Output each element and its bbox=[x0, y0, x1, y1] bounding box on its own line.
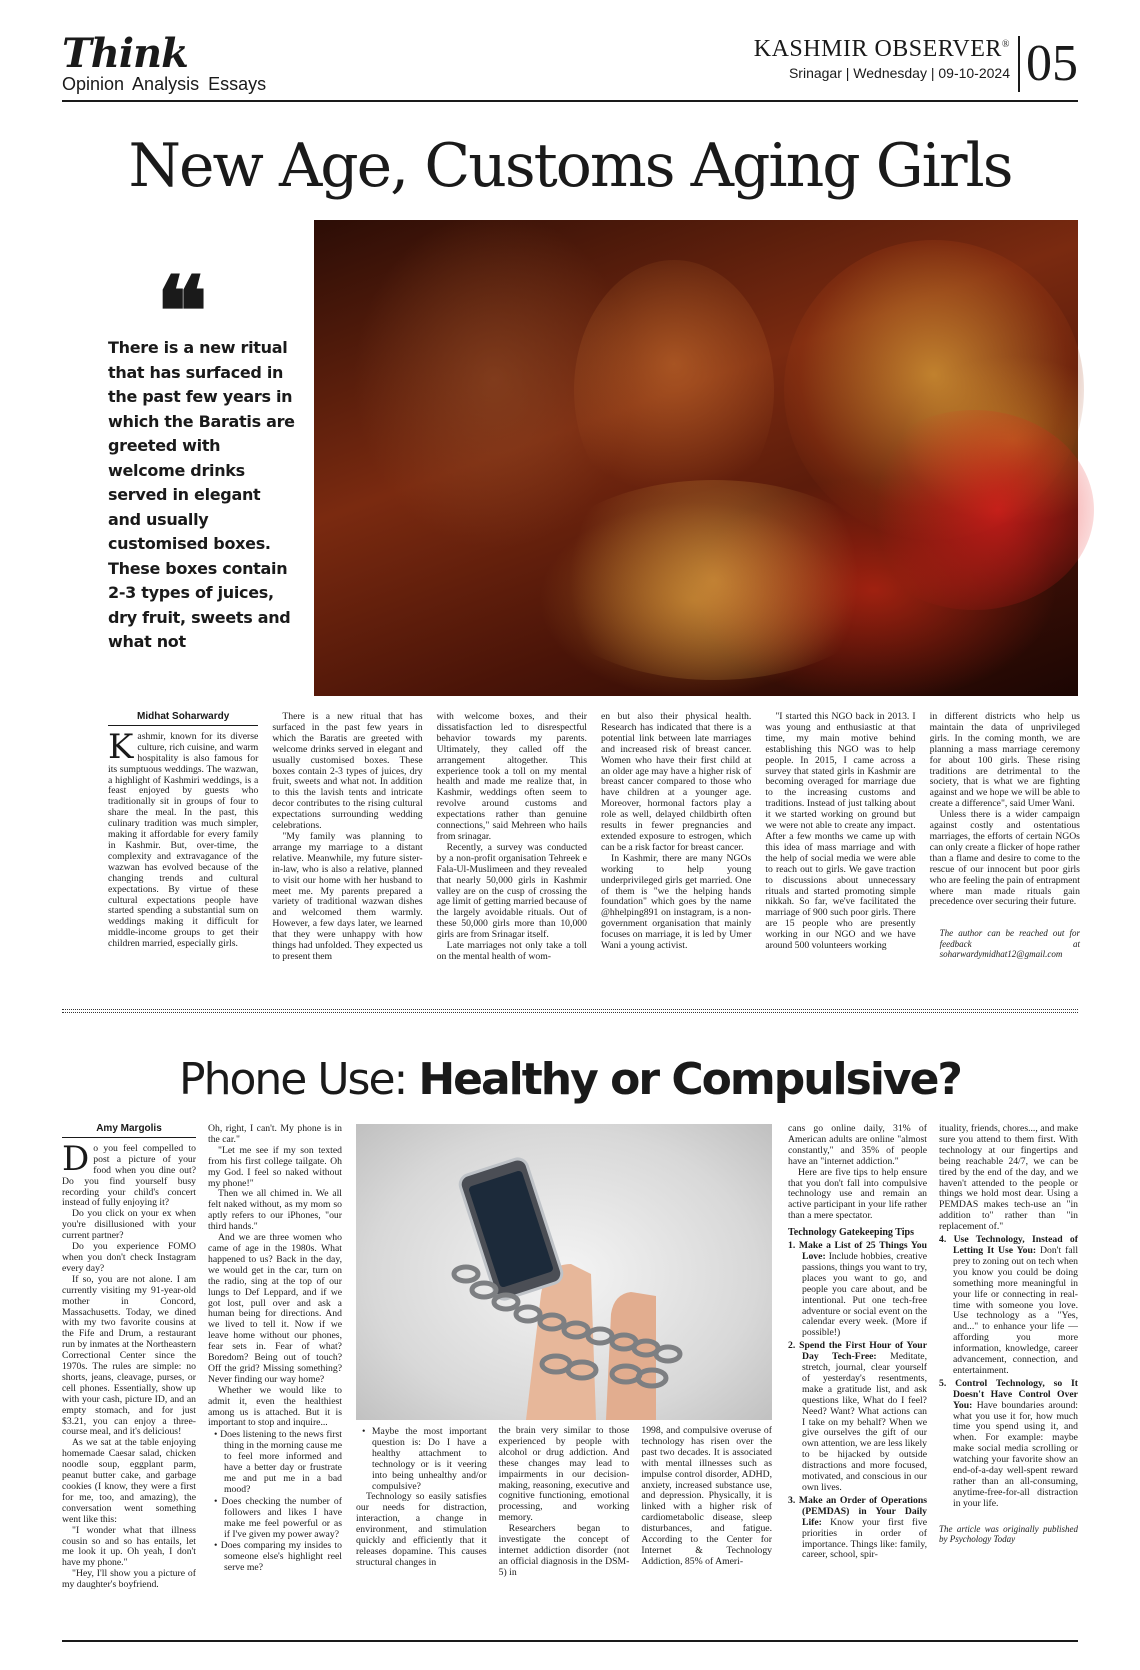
paragraph: Do you experience FOMO when you don't check Instagram every day? bbox=[62, 1241, 196, 1274]
paragraph: "I wonder what that illness cousin so and so has entails, let me look it up. Oh yeah, I don't have my phone." bbox=[62, 1524, 196, 1569]
article-column bbox=[108, 712, 258, 980]
bullet-item bbox=[208, 1497, 342, 1541]
bullet-icon: • bbox=[214, 1540, 218, 1552]
article-column bbox=[939, 1124, 1078, 1574]
photo-hands bbox=[534, 480, 894, 680]
tip-item bbox=[788, 1496, 927, 1561]
header-rule bbox=[62, 100, 1078, 102]
paragraph: Here are five tips to help ensure that you don't fall into compulsive technology use and remain an active participant in your life rather than a mere spectator. bbox=[788, 1166, 927, 1222]
article-body-story2-left bbox=[62, 1123, 343, 1591]
bullet-text: Does checking the number of followers and likes I have make me feel powerful or as if I've given my power away? bbox=[221, 1495, 343, 1540]
bullet-text: Does listening to the news first thing in the morning cause me to feel more informed and have a better day or frustrate me and put me in a bad mood? bbox=[220, 1429, 343, 1495]
tip-number: 3. bbox=[788, 1494, 796, 1506]
article-column bbox=[356, 1426, 487, 1576]
tips-heading: Technology Gatekeeping Tips bbox=[788, 1227, 914, 1239]
paragraph: Recently, a survey was conducted by a non-profit organisation Tehreek e Fala-Ul-Muslimeen and they revealed that nearly 50,000 girls in Kashmir valley are on the cusp of crossing the age limit of getting married because of the largely avoidable rituals. Out of these 50,000 girls more than 10,000 girls are from Srinagar itself. bbox=[436, 841, 587, 941]
chained-phone-illustration bbox=[356, 1124, 772, 1420]
author-note: The author can be reached out for feedback at soharwardymidhat12@gmail.com bbox=[939, 928, 1080, 960]
quote-icon: ❝ bbox=[156, 255, 208, 368]
headline-bold: Healthy or Compulsive? bbox=[418, 1054, 961, 1105]
paragraph: in different districts who help us maintain the data of unprivileged girls. In the coming month, we are planning a mass marriage ceremony for about 100 girls. These rising traditions are detrimental to the society, that is what we are fighting against and we hope we will be able to create a difference", said Umer Wani. bbox=[929, 711, 1080, 810]
tip-item bbox=[788, 1341, 927, 1494]
masthead-group bbox=[754, 36, 1020, 92]
footer-rule bbox=[62, 1640, 1078, 1642]
bullet-icon: • bbox=[214, 1429, 218, 1441]
paragraph bbox=[62, 1138, 196, 1209]
paragraph: Do you click on your ex when you're disillusioned with your current partner? bbox=[62, 1208, 196, 1242]
paragraph: "Let me see if my son texted from his first college tailgate. Oh my God. I feel so naked without my phone!" bbox=[208, 1144, 342, 1189]
byline: Midhat Soharwardy bbox=[108, 712, 258, 726]
paragraph: Whether we would like to admit it, even the healthiest among us is attached. But it is important to stop and inquire... bbox=[208, 1384, 342, 1429]
section-title: Think bbox=[62, 30, 188, 77]
article-body-story2-center bbox=[356, 1426, 772, 1576]
tip-title: Control Technology, so It Doesn't Have Control Over You: bbox=[953, 1377, 1079, 1411]
paragraph: with welcome boxes, and their dissatisfaction led to disrespectful behavior towards my parents. Ultimately, they called off the arrangement altogether. This experience took a toll on my mental health and made me realize that, in Kashmir, weddings often seem to revolve around customs and expectations rather than genuine connections," said Mehreen who hails from srinagar. bbox=[436, 711, 587, 842]
tip-item bbox=[939, 1379, 1078, 1510]
tip-number: 1. bbox=[788, 1240, 796, 1252]
headline-story2 bbox=[62, 1052, 1078, 1108]
article-credit: The article was originally published by Psychology Today bbox=[939, 1523, 1078, 1545]
headline-story1: New Age, Customs Aging Girls bbox=[128, 131, 1012, 201]
paragraph-text: ashmir, known for its diverse culture, rich cuisine, and warm hospitality is also famous for its sumptuous weddings. The wazwan, a highlight of Kashmiri weddings, is a feast enjoyed by guests who traditionally sit in groups of four to share the meal. In the past, this culinary tradition was much simpler, making it affordable for every family in Kashmir. But, over-time, the complexity and extravagance of the wazwan has evolved because of the changing trends and cultural expectations. By virtue of these cultural expectations people have started spending a substantial sum on weddings making it difficult for middle-income groups to get their children married, especially girls. bbox=[108, 730, 259, 950]
page-number: 05 bbox=[1026, 35, 1078, 92]
paragraph: There is a new ritual that has surfaced in the past few years in which the Baratis are greeted with welcome drinks served in elegant and usually customised boxes. These boxes contain 2-3 types of juices, dry fruit, sweets and what not. In addition to this the lavish tents and intricate decor contributes to the rising cultural expectations surrounding wedding celebrations. bbox=[272, 711, 423, 832]
tip-title: Make a List of 25 Things You Love: bbox=[798, 1240, 927, 1262]
article-column bbox=[208, 1123, 343, 1574]
bullet-item bbox=[208, 1430, 342, 1495]
tip-number: 4. bbox=[939, 1234, 947, 1246]
registered-mark: ® bbox=[1001, 39, 1010, 50]
tip-number: 5. bbox=[939, 1377, 947, 1389]
bullet-text: Maybe the most important question is: Do I have a healthy attachment to technology or is it veering into being unhealthy and/or compulsive? bbox=[371, 1426, 487, 1492]
paragraph: And we are three women who came of age in the 1980s. What happened to us? Back in the day, we would get in the car, turn on the radio, sing at the top of our lungs to Def Leppard, and if we got lost, pull over and ask a human being for directions. And we lived to tell it. Now if we leave home without our phones, fear sets in. Fear of what? Boredom? Being out of touch? Off the grid? Missing something? Never finding our way home? bbox=[208, 1232, 342, 1385]
paragraph: Late marriages not only take a toll on the mental health of wom- bbox=[436, 940, 587, 962]
tip-title: Make an Order of Operations (PEMDAS) in Your Daily Life: bbox=[798, 1494, 927, 1528]
bullet-icon: • bbox=[362, 1426, 366, 1437]
dropcap: K bbox=[108, 726, 134, 767]
tip-body: Have boundaries around: what you use it for, how much time you spend using it, and when. For example: maybe make social media scrolling or watching your favorite show an end-of-a-day well-spent reward rather than an all-consuming, anytime-free-for-all distraction in your life. bbox=[953, 1399, 1078, 1509]
tip-body: Meditate, stretch, journal, clear yourself of yesterday's resentments, make a gratitude list, and ask questions like, What do I feel? Need? Want? What actions can I take on my behalf? When we give ourselves the gift of our own attention, we are less likely to be hijacked by outside distractions and more focused, motivated, and conscious in our own lives. bbox=[802, 1351, 927, 1493]
wedding-photo bbox=[314, 220, 1078, 696]
bullet-item bbox=[356, 1427, 487, 1492]
paragraph: If so, you are not alone. I am currently visiting my 91-year-old mother in Concord, Massachusetts. Today, we dined with my two favorite cousins at the Fife and Drum, a restaurant run by inmates at the Northeastern Correctional Center since the 1970s. The rules are simple: no shorts, jeans, cleavage, purses, or cell phones. Essentially, show up with your cash, picture ID, and an empty stomach, and for just $3.21, you can enjoy a three-course meal, and it's delicious! bbox=[62, 1273, 196, 1438]
paragraph: Then we all chimed in. We all felt naked without, as my mom so aptly refers to our iPhones, "our third hands." bbox=[208, 1188, 342, 1233]
paragraph-text: o you feel compelled to post a picture of your food when you dine out? Do you find yourself busy recording your child's concert instead of fully enjoying it? bbox=[62, 1142, 196, 1209]
paragraph: As we sat at the table enjoying homemade Caesar salad, chicken noodle soup, eggplant parm, peanut butter cake, and garbage cookies (I know, they were a first for me, too, and amazing), the conversation went something went like this: bbox=[62, 1437, 196, 1525]
masthead bbox=[754, 36, 1010, 63]
article-column bbox=[765, 712, 915, 980]
tip-body: Know your first five priorities in order of importance. Things like: family, career, school, spir- bbox=[802, 1516, 927, 1561]
article-column bbox=[272, 712, 422, 980]
paragraph: ituality, friends, chores..., and make sure you attend to them first. With technology at our fingertips and being reachable 24/7, we can be tired by the end of the day, and we haven't attended to the people or things we hold most dear. Using a PEMDAS makes tech-use an "in addition to" rather than "in replacement of." bbox=[939, 1123, 1078, 1233]
headline-light: Phone Use: bbox=[179, 1054, 419, 1105]
tip-item bbox=[939, 1235, 1078, 1377]
section-divider bbox=[62, 1009, 1078, 1013]
tip-item bbox=[788, 1241, 927, 1339]
bullet-icon: • bbox=[214, 1495, 218, 1507]
article-column bbox=[641, 1426, 772, 1576]
tip-title: Use Technology, Instead of Letting It Use You: bbox=[953, 1234, 1078, 1256]
bullet-item bbox=[208, 1541, 342, 1574]
article-column bbox=[499, 1426, 630, 1576]
paragraph: the brain very similar to those experienced by people with alcohol or drug addiction. And these changes may lead to impairments in our decision-making, reasoning, executive and cognitive functioning, emotional processing, and working memory. bbox=[498, 1425, 630, 1524]
paragraph: "My family was planning to arrange my marriage to a distant relative. Meanwhile, my future sister-in-law, who is also a relative, planned to visit our home with her husband to meet me. My parents prepared a variety of traditional wazwan dishes and welcomed them warmly. However, a few days later, we learned that they were unhappy with how things had unfolded. They expected us to present them bbox=[272, 830, 423, 962]
paragraph: Technology so easily satisfies our needs for distraction, interaction, a change in environment, and stimulation quickly and efficiently that it releases dopamine. This causes structural changes in bbox=[356, 1491, 487, 1568]
bullet-text: Does comparing my insides to someone else's highlight reel serve me? bbox=[220, 1540, 343, 1574]
paragraph: In Kashmir, there are many NGOs working to help young underprivileged girls get married. One of them is "we the helping hands foundation" which goes by the name @hhelping891 on instagram, is a non-government organisation that mainly focuses on marriage, it is led by Umer Wani a young activist. bbox=[600, 852, 752, 952]
article-column bbox=[437, 712, 587, 980]
article-column bbox=[788, 1124, 927, 1574]
tip-body: Don't fall prey to zoning out on tech when you know you could be doing something more meaningful in your life or connecting in real-time with someone you love. Use technology as a "Yes, and..." to enhance your life — affording you more information, knowledge, career advancement, connection, and entertainment. bbox=[953, 1244, 1079, 1376]
pull-quote: There is a new ritual that has surfaced in the past few years in which the Baratis are greeted with welcome drinks served in elegant and usually customised boxes. These boxes contain 2-3 types of juices, dry fruit, sweets and what not bbox=[108, 338, 295, 651]
paragraph: "I started this NGO back in 2013. I was young and enthusiastic at that time, my main motive behind establishing this NGO was to help people. In 2015, I came across a survey that stated girls in Kashmir are becoming overaged for marriage due to the increasing customs and traditions. Instead of just talking about it we started working on ground but we were not able to create any impact. After a few months we came up with this idea of mass marriage and with the help of social media we were able to reach out to girls. We gave traction to discussions about unnecessary rituals and started promoting simple nikkah. So far, we've facilitated the marriage of 900 such poor girls. There are 15 people who are presently working in our NGO and we have around 500 volunteers working bbox=[765, 711, 916, 952]
dropcap: D bbox=[62, 1138, 90, 1179]
paragraph: Unless there is a wider campaign against costly and ostentatious marriages, the efforts of certain NGOs can only create a flicker of hope rather than a flame and desire to come to the rescue of our innocent but poor girls who are feeling the pain of entrapment where man made rituals gain precedence over securing their future. bbox=[929, 809, 1080, 908]
tip-number: 2. bbox=[788, 1340, 796, 1352]
chained-phone-photo bbox=[356, 1124, 772, 1420]
byline: Amy Margolis bbox=[62, 1124, 196, 1138]
tip-body: Include hobbies, creative passions, things you want to try, places you want to go, and people you care about, and be intentional. Put one tech-free adventure or social event on the calendar every week. (More if possible!) bbox=[802, 1250, 927, 1339]
paragraph: "Hey, I'll show you a picture of my daughter's boyfriend. bbox=[62, 1568, 196, 1591]
article-body-story1 bbox=[108, 712, 1080, 980]
paragraph: cans go online daily, 31% of American adults are online "almost constantly," and 35% of people have an "internet addiction." bbox=[788, 1123, 927, 1167]
article-column bbox=[601, 712, 751, 980]
paragraph: 1998, and compulsive overuse of technology has risen over the past two decades. It is associated with mental illnesses such as impulse control disorder, ADHD, anxiety, increased substance use, and depression. Physically, it is linked with a higher risk of cardiometabolic disease, sleep disturbances, and fatigue. According to the Center for Internet & Technology Addiction, 85% of Ameri- bbox=[641, 1425, 773, 1567]
dateline: Srinagar | Wednesday | 09-10-2024 bbox=[788, 65, 1010, 81]
tip-title: Spend the First Hour of Your Day Tech-Free: bbox=[799, 1340, 927, 1363]
masthead-block bbox=[754, 36, 1078, 92]
paragraph: en but also their physical health. Research has indicated that there is a potential link between late marriages and increased risk of breast cancer. Women who have their first child at an older age may have a higher risk of breast cancer compared to those who have children at a younger age. Moreover, hormonal factors play a role as well, delayed childbirth often results in fewer pregnancies and extended exposure to estrogen, which can be a risk factor for breast cancer. bbox=[600, 711, 752, 853]
section-subtitle: Opinion Analysis Essays bbox=[62, 74, 267, 94]
paragraph bbox=[108, 726, 259, 950]
article-column bbox=[62, 1123, 196, 1591]
masthead-name: KASHMIR OBSERVER bbox=[753, 36, 1002, 62]
article-body-story2-right bbox=[788, 1124, 1078, 1574]
paragraph: Oh, right, I can't. My phone is in the car." bbox=[208, 1123, 342, 1145]
paragraph: Researchers began to investigate the concept of internet addiction disorder (not an official diagnosis in the DSM-5) in bbox=[498, 1523, 630, 1578]
article-column bbox=[930, 712, 1080, 980]
